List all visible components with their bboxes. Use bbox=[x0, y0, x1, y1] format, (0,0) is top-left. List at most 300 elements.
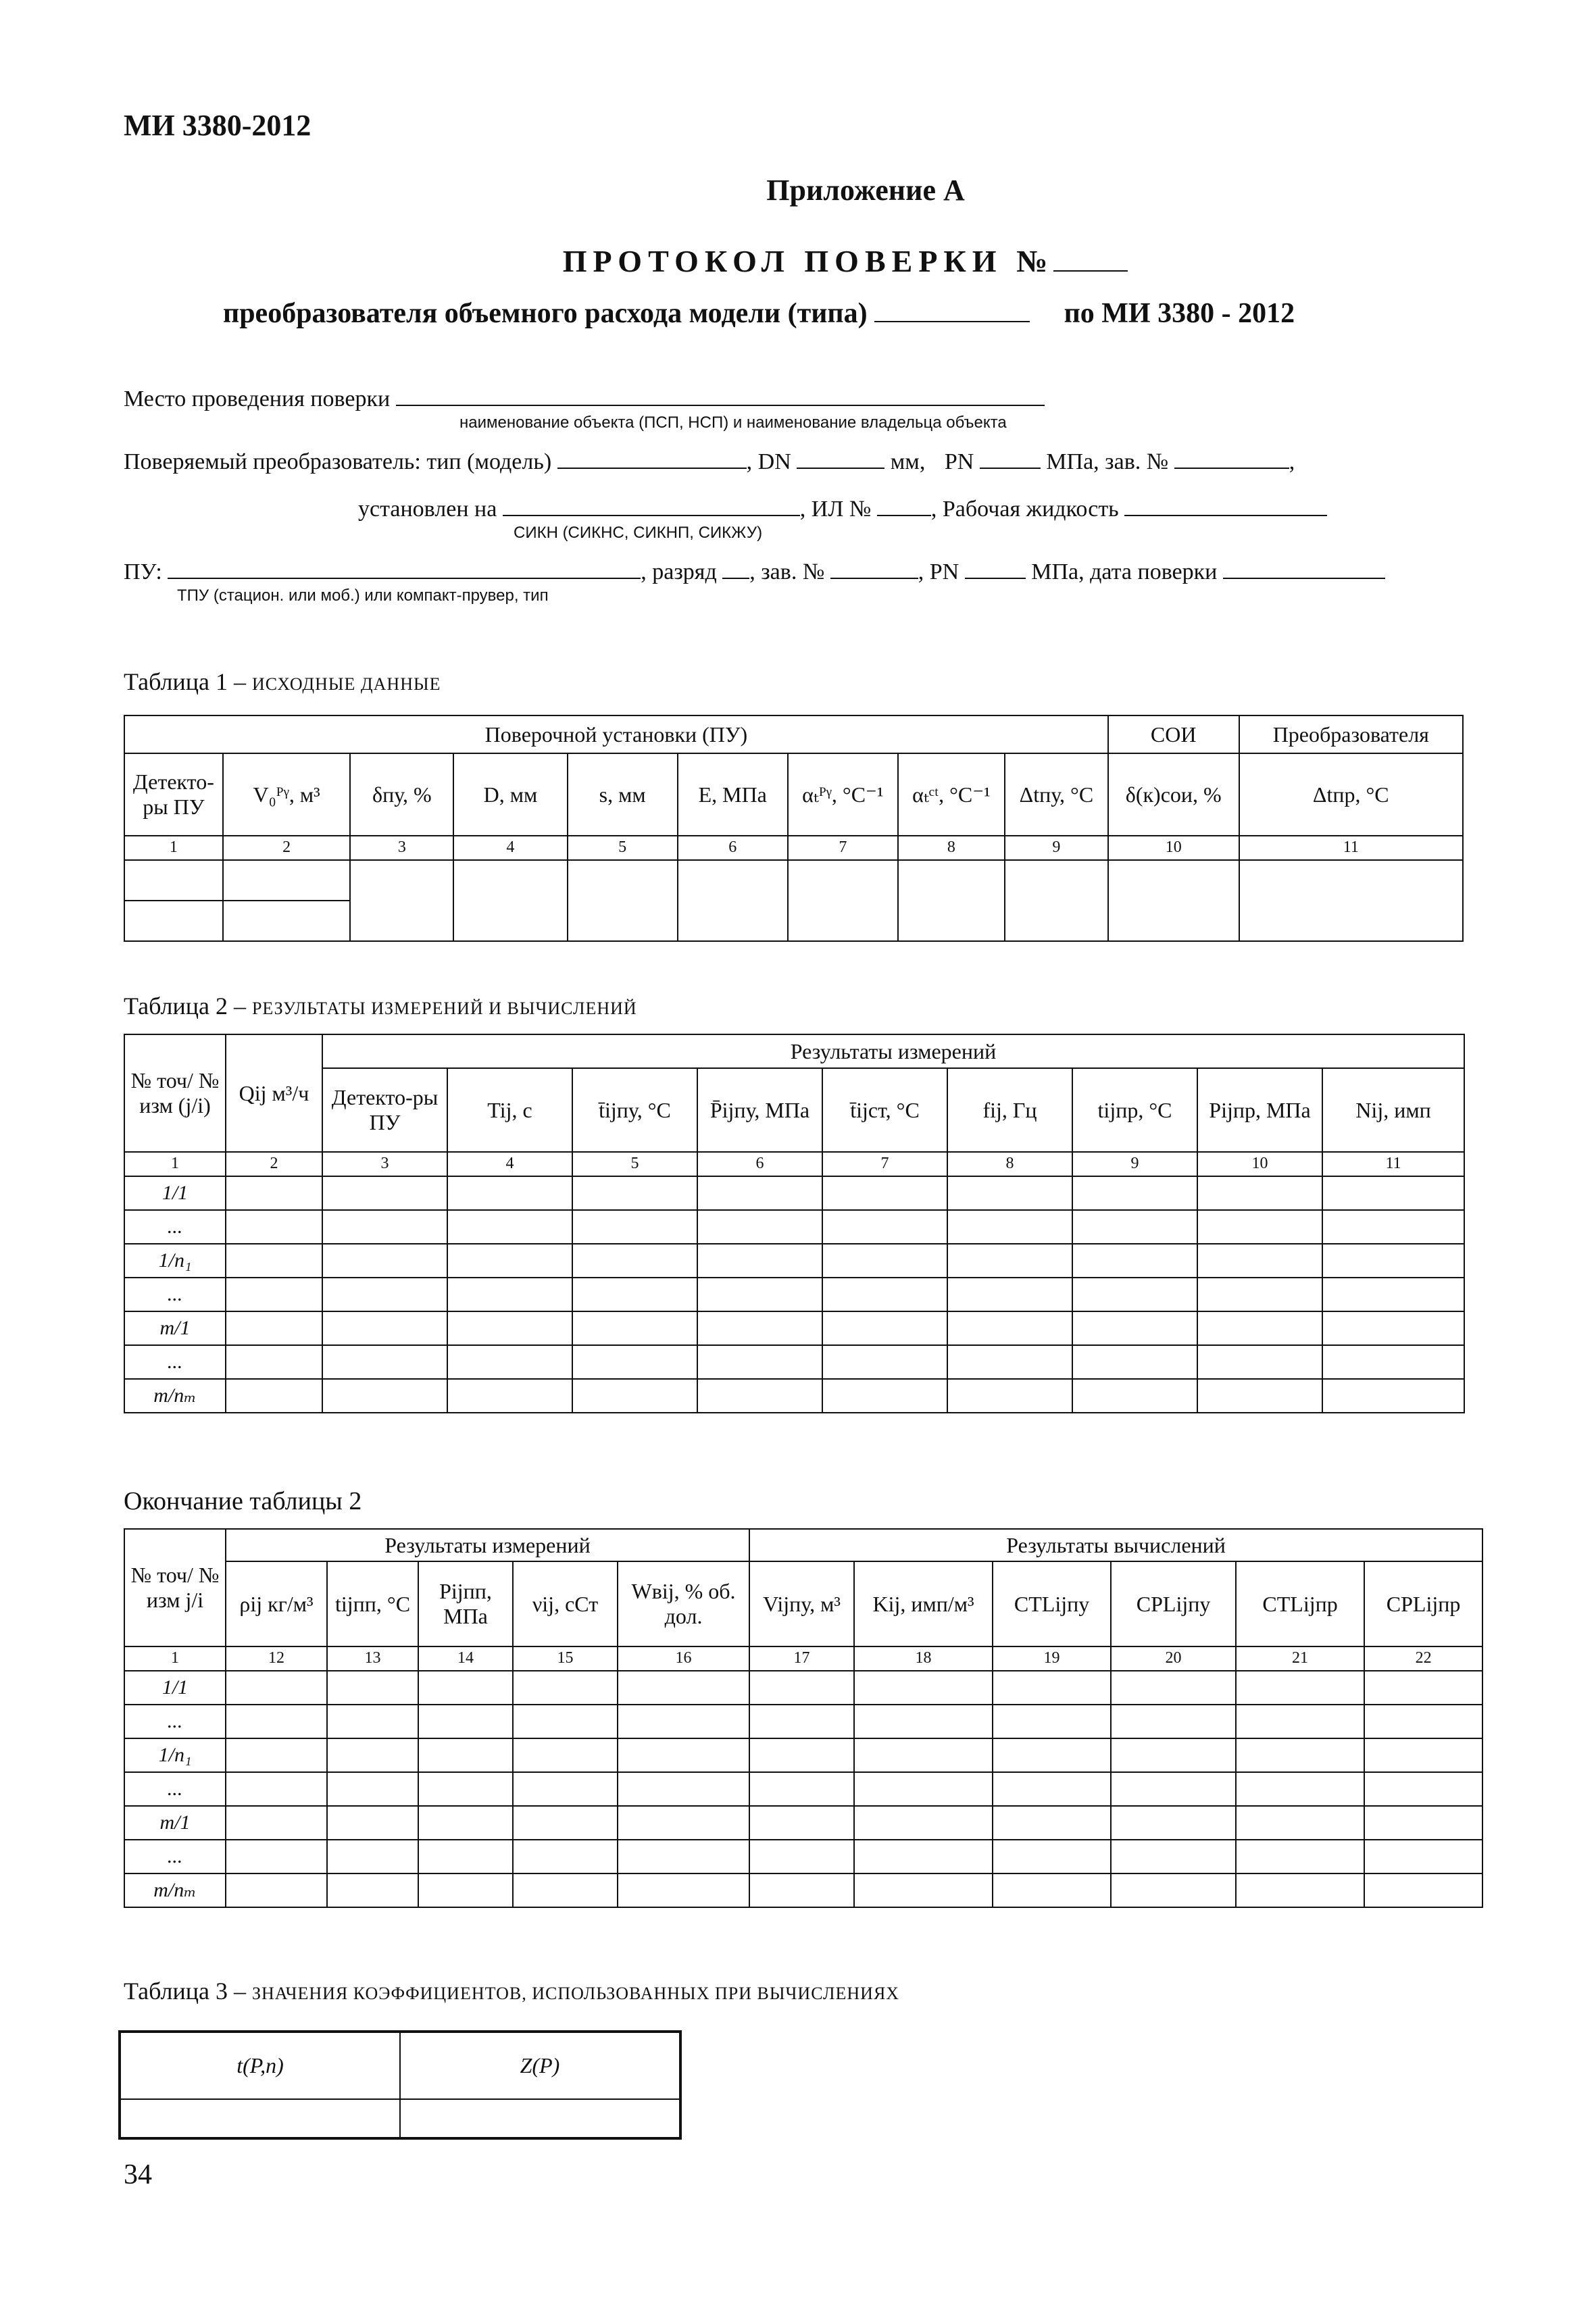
t1-cell[interactable] bbox=[350, 860, 453, 941]
t1-h1: Детекто-ры ПУ bbox=[124, 753, 223, 836]
table-row[interactable] bbox=[124, 1772, 1482, 1806]
t2-cell[interactable] bbox=[1322, 1311, 1464, 1345]
t2e-row-label: ... bbox=[124, 1840, 226, 1873]
t2-cell[interactable] bbox=[697, 1278, 822, 1311]
pu-pn-line bbox=[965, 578, 1026, 579]
t2e-cell[interactable] bbox=[618, 1873, 749, 1907]
pn-label: PN bbox=[944, 449, 974, 474]
t2-cell[interactable] bbox=[447, 1210, 572, 1244]
t2-cell[interactable] bbox=[1197, 1278, 1322, 1311]
t2e-cell[interactable] bbox=[226, 1840, 327, 1873]
t2e-cell[interactable] bbox=[993, 1738, 1111, 1772]
t2-cell[interactable] bbox=[572, 1379, 697, 1413]
t2e-cell[interactable] bbox=[513, 1772, 618, 1806]
t2e-cell[interactable] bbox=[854, 1840, 993, 1873]
t2e-cell[interactable] bbox=[1111, 1738, 1236, 1772]
t2e-n16: 16 bbox=[618, 1646, 749, 1671]
t2-h6: P̄ijпу, МПа bbox=[697, 1068, 822, 1152]
t2e-cell[interactable] bbox=[1236, 1738, 1364, 1772]
t2e-cell[interactable] bbox=[749, 1840, 854, 1873]
t2e-cell[interactable] bbox=[749, 1705, 854, 1738]
t2e-cell[interactable] bbox=[418, 1671, 513, 1705]
t2e-n12: 12 bbox=[226, 1646, 327, 1671]
t2-cell[interactable] bbox=[1072, 1345, 1197, 1379]
t2-cell[interactable] bbox=[226, 1244, 322, 1278]
t2e-h14: Pijпп, МПа bbox=[418, 1561, 513, 1646]
t1-cell[interactable] bbox=[223, 901, 351, 941]
t2-cell[interactable] bbox=[226, 1345, 322, 1379]
t2e-group-meas: Результаты измерений bbox=[226, 1529, 749, 1561]
t2-cell[interactable] bbox=[697, 1210, 822, 1244]
table-row[interactable] bbox=[124, 1840, 1482, 1873]
t2-cell[interactable] bbox=[322, 1244, 447, 1278]
t2e-cell[interactable] bbox=[1236, 1806, 1364, 1840]
t2e-n13: 13 bbox=[327, 1646, 418, 1671]
table-row[interactable] bbox=[124, 1806, 1482, 1840]
t2e-cell[interactable] bbox=[993, 1840, 1111, 1873]
t2e-cell[interactable] bbox=[418, 1806, 513, 1840]
t2e-cell[interactable] bbox=[513, 1738, 618, 1772]
rank-line bbox=[722, 578, 749, 579]
t2e-cell[interactable] bbox=[854, 1671, 993, 1705]
t2e-cell[interactable] bbox=[749, 1738, 854, 1772]
t2-cell[interactable] bbox=[1072, 1311, 1197, 1345]
pu-serial-line bbox=[830, 578, 918, 579]
t2-row-label: 1/1 bbox=[124, 1176, 226, 1210]
t2e-cell[interactable] bbox=[1236, 1873, 1364, 1907]
t2-cell[interactable] bbox=[697, 1176, 822, 1210]
t1-h2: V₀ᴾᵞ, м³ bbox=[223, 753, 351, 836]
t2e-cell[interactable] bbox=[749, 1671, 854, 1705]
t2-h7: t̄ijст, °C bbox=[822, 1068, 947, 1152]
t1-cell[interactable] bbox=[678, 860, 788, 941]
t2e-row-label: m/nₘ bbox=[124, 1873, 226, 1907]
t2e-h18: Kij, имп/м³ bbox=[854, 1561, 993, 1646]
t2e-n22: 22 bbox=[1364, 1646, 1482, 1671]
t2-n6: 6 bbox=[697, 1152, 822, 1176]
table-row[interactable] bbox=[120, 2099, 680, 2138]
t1-n5: 5 bbox=[568, 836, 678, 860]
t2-cell[interactable] bbox=[1322, 1345, 1464, 1379]
t2e-cell[interactable] bbox=[749, 1873, 854, 1907]
t2-cell[interactable] bbox=[1197, 1311, 1322, 1345]
t2-cell[interactable] bbox=[226, 1210, 322, 1244]
t2e-cell[interactable] bbox=[418, 1738, 513, 1772]
t1-n8: 8 bbox=[898, 836, 1005, 860]
t2-cell[interactable] bbox=[572, 1311, 697, 1345]
t2e-cell[interactable] bbox=[618, 1705, 749, 1738]
t2-cell[interactable] bbox=[226, 1311, 322, 1345]
t1-n10: 10 bbox=[1108, 836, 1239, 860]
t2e-cell[interactable] bbox=[1111, 1806, 1236, 1840]
t2e-n21: 21 bbox=[1236, 1646, 1364, 1671]
t2e-cell[interactable] bbox=[993, 1705, 1111, 1738]
t2-cell[interactable] bbox=[822, 1345, 947, 1379]
t1-n11: 11 bbox=[1239, 836, 1463, 860]
t2-cell[interactable] bbox=[822, 1210, 947, 1244]
dn-line bbox=[797, 468, 884, 469]
t2e-cell[interactable] bbox=[618, 1772, 749, 1806]
t2-cell[interactable] bbox=[572, 1244, 697, 1278]
t2-cell[interactable] bbox=[322, 1311, 447, 1345]
t2-cell[interactable] bbox=[1197, 1345, 1322, 1379]
mm-label: мм, bbox=[890, 449, 926, 474]
converter-type-line bbox=[557, 468, 747, 469]
t1-h10: δ(к)сои, % bbox=[1108, 753, 1239, 836]
place-row bbox=[124, 386, 1045, 412]
t2e-cell[interactable] bbox=[418, 1840, 513, 1873]
table3-caption-small: ЗНАЧЕНИЯ КОЭФФИЦИЕНТОВ, ИСПОЛЬЗОВАННЫХ ПРИ ВЫЧИСЛЕНИЯХ bbox=[251, 1984, 900, 2003]
t2-cell[interactable] bbox=[447, 1278, 572, 1311]
t2-cell[interactable] bbox=[697, 1244, 822, 1278]
t3-cell[interactable] bbox=[400, 2099, 680, 2138]
t2e-cell[interactable] bbox=[327, 1772, 418, 1806]
t2-col1: № точ/ № изм (j/i) bbox=[124, 1034, 226, 1152]
t2-n8: 8 bbox=[947, 1152, 1072, 1176]
t2-cell[interactable] bbox=[322, 1379, 447, 1413]
t2e-cell[interactable] bbox=[513, 1873, 618, 1907]
t2-cell[interactable] bbox=[1322, 1244, 1464, 1278]
t2e-cell[interactable] bbox=[327, 1806, 418, 1840]
t2e-cell[interactable] bbox=[1236, 1772, 1364, 1806]
t1-n9: 9 bbox=[1005, 836, 1108, 860]
t1-cell[interactable] bbox=[898, 860, 1005, 941]
t2e-cell[interactable] bbox=[1111, 1772, 1236, 1806]
table2-caption-main: Таблица 2 – bbox=[124, 992, 246, 1020]
t2-cell[interactable] bbox=[822, 1176, 947, 1210]
t2e-cell[interactable] bbox=[226, 1806, 327, 1840]
t2-cell[interactable] bbox=[947, 1210, 1072, 1244]
t2e-cell[interactable] bbox=[1364, 1873, 1482, 1907]
t2-colnum-row bbox=[124, 1152, 1464, 1176]
t2-n3: 3 bbox=[322, 1152, 447, 1176]
t2-cell[interactable] bbox=[1322, 1176, 1464, 1210]
t2e-row-label: 1/1 bbox=[124, 1671, 226, 1705]
table-row[interactable] bbox=[124, 1210, 1464, 1244]
protocol-number-line bbox=[1053, 270, 1128, 272]
t2-cell[interactable] bbox=[947, 1345, 1072, 1379]
t2-row-label: 1/n₁ bbox=[124, 1244, 226, 1278]
t2e-cell[interactable] bbox=[749, 1772, 854, 1806]
t2-cell[interactable] bbox=[322, 1210, 447, 1244]
t2-group: Результаты измерений bbox=[322, 1034, 1464, 1068]
t2e-cell[interactable] bbox=[854, 1806, 993, 1840]
t2-row-label: m/nₘ bbox=[124, 1379, 226, 1413]
t2-cell[interactable] bbox=[1072, 1244, 1197, 1278]
dn-label: DN bbox=[757, 449, 791, 474]
t2-n1: 1 bbox=[124, 1152, 226, 1176]
t2-cell[interactable] bbox=[226, 1176, 322, 1210]
t2-cell[interactable] bbox=[226, 1379, 322, 1413]
t2e-h16: Wвij, % об. дол. bbox=[618, 1561, 749, 1646]
t2-row-label: ... bbox=[124, 1345, 226, 1379]
t2e-n20: 20 bbox=[1111, 1646, 1236, 1671]
t2e-row-label: m/1 bbox=[124, 1806, 226, 1840]
verify-date-line bbox=[1223, 578, 1385, 579]
t3-cell[interactable] bbox=[120, 2099, 400, 2138]
t2-cell[interactable] bbox=[322, 1345, 447, 1379]
table2-end bbox=[124, 1528, 1483, 1908]
table1-caption bbox=[124, 668, 441, 696]
t2e-cell[interactable] bbox=[327, 1873, 418, 1907]
pn-line bbox=[980, 468, 1041, 469]
protocol-title bbox=[0, 243, 1596, 279]
table1-caption-main: Таблица 1 – bbox=[124, 668, 246, 695]
il-line bbox=[877, 515, 931, 516]
protocol-subtitle bbox=[223, 297, 1295, 330]
t2-cell[interactable] bbox=[572, 1278, 697, 1311]
protocol-title-text: ПРОТОКОЛ ПОВЕРКИ № bbox=[562, 244, 1054, 278]
t2e-cell[interactable] bbox=[226, 1873, 327, 1907]
t2e-cell[interactable] bbox=[1111, 1873, 1236, 1907]
t2e-h19: CTLijпу bbox=[993, 1561, 1111, 1646]
t2-cell[interactable] bbox=[1197, 1244, 1322, 1278]
t2-n9: 9 bbox=[1072, 1152, 1197, 1176]
t2e-cell[interactable] bbox=[618, 1671, 749, 1705]
t2-cell[interactable] bbox=[697, 1379, 822, 1413]
t1-h7: αₜᴾᵞ, °C⁻¹ bbox=[788, 753, 898, 836]
t1-h11: Δtпр, °C bbox=[1239, 753, 1463, 836]
t2-cell[interactable] bbox=[822, 1244, 947, 1278]
t1-cell[interactable] bbox=[1108, 860, 1239, 941]
table2end-caption: Окончание таблицы 2 bbox=[124, 1487, 362, 1515]
t2-cell[interactable] bbox=[322, 1176, 447, 1210]
t2e-cell[interactable] bbox=[226, 1671, 327, 1705]
t2e-cell[interactable] bbox=[993, 1806, 1111, 1840]
table-row[interactable] bbox=[124, 1705, 1482, 1738]
model-line bbox=[874, 321, 1030, 322]
t1-cell[interactable] bbox=[1239, 860, 1463, 941]
converter-label: Поверяемый преобразователь: тип (модель) bbox=[124, 449, 552, 474]
t2e-cell[interactable] bbox=[993, 1873, 1111, 1907]
t1-cell[interactable] bbox=[124, 901, 223, 941]
t1-n4: 4 bbox=[453, 836, 567, 860]
t2e-cell[interactable] bbox=[513, 1671, 618, 1705]
table2 bbox=[124, 1034, 1465, 1413]
t2-cell[interactable] bbox=[572, 1345, 697, 1379]
t2e-cell[interactable] bbox=[618, 1840, 749, 1873]
t1-colnum-row bbox=[124, 836, 1463, 860]
t2-cell[interactable] bbox=[1197, 1210, 1322, 1244]
pu-serial-label: зав. № bbox=[761, 559, 825, 584]
t2-cell[interactable] bbox=[1072, 1176, 1197, 1210]
t2e-cell[interactable] bbox=[1364, 1806, 1482, 1840]
t2-n11: 11 bbox=[1322, 1152, 1464, 1176]
table-row[interactable] bbox=[124, 1176, 1464, 1210]
t2-cell[interactable] bbox=[947, 1176, 1072, 1210]
t2-cell[interactable] bbox=[822, 1311, 947, 1345]
t2e-cell[interactable] bbox=[226, 1705, 327, 1738]
verify-date-label: дата поверки bbox=[1090, 559, 1218, 584]
table-row[interactable] bbox=[124, 1379, 1464, 1413]
place-line bbox=[396, 405, 1045, 406]
t2-cell[interactable] bbox=[1072, 1278, 1197, 1311]
t2-n10: 10 bbox=[1197, 1152, 1322, 1176]
table-row[interactable] bbox=[124, 1311, 1464, 1345]
table-row[interactable] bbox=[124, 1244, 1464, 1278]
t2e-col1: № точ/ № изм j/i bbox=[124, 1529, 226, 1646]
table2-caption bbox=[124, 992, 637, 1020]
t2e-row-label: ... bbox=[124, 1705, 226, 1738]
t2e-cell[interactable] bbox=[854, 1705, 993, 1738]
subtitle-right: по МИ 3380 - 2012 bbox=[1064, 298, 1295, 329]
t1-header-row bbox=[124, 753, 1463, 836]
t2e-cell[interactable] bbox=[1364, 1840, 1482, 1873]
t2e-cell[interactable] bbox=[1364, 1671, 1482, 1705]
table-row[interactable] bbox=[124, 1873, 1482, 1907]
t2e-h21: CTLijпр bbox=[1236, 1561, 1364, 1646]
t2e-n1: 1 bbox=[124, 1646, 226, 1671]
t2e-cell[interactable] bbox=[993, 1772, 1111, 1806]
t2-h5: t̄ijпу, °C bbox=[572, 1068, 697, 1152]
t1-blank-row[interactable] bbox=[124, 860, 1463, 901]
t2e-row-label: 1/n₁ bbox=[124, 1738, 226, 1772]
t2-row-label: ... bbox=[124, 1210, 226, 1244]
t2-cell[interactable] bbox=[1197, 1176, 1322, 1210]
t1-h3: δпу, % bbox=[350, 753, 453, 836]
t2e-cell[interactable] bbox=[327, 1705, 418, 1738]
t1-cell[interactable] bbox=[453, 860, 567, 941]
t2e-h13: tijпп, °C bbox=[327, 1561, 418, 1646]
t2e-h12: ρij кг/м³ bbox=[226, 1561, 327, 1646]
t2e-h22: CPLijпр bbox=[1364, 1561, 1482, 1646]
t2-cell[interactable] bbox=[447, 1176, 572, 1210]
t2e-cell[interactable] bbox=[226, 1738, 327, 1772]
t2-n4: 4 bbox=[447, 1152, 572, 1176]
table3-caption-main: Таблица 3 – bbox=[124, 1978, 246, 2005]
installed-label: установлен на bbox=[358, 497, 497, 522]
t2e-cell[interactable] bbox=[854, 1772, 993, 1806]
t2-cell[interactable] bbox=[572, 1210, 697, 1244]
t2e-cell[interactable] bbox=[854, 1873, 993, 1907]
t2e-cell[interactable] bbox=[1111, 1671, 1236, 1705]
t2e-group-calc: Результаты вычислений bbox=[749, 1529, 1482, 1561]
t2-col2: Qij м³/ч bbox=[226, 1034, 322, 1152]
t2-cell[interactable] bbox=[1072, 1379, 1197, 1413]
t1-n3: 3 bbox=[350, 836, 453, 860]
pu-label: ПУ: bbox=[124, 559, 162, 584]
t2-h4: Tij, с bbox=[447, 1068, 572, 1152]
t2-cell[interactable] bbox=[1197, 1379, 1322, 1413]
t2-cell[interactable] bbox=[697, 1311, 822, 1345]
t2-cell[interactable] bbox=[947, 1278, 1072, 1311]
fluid-label: Рабочая жидкость bbox=[942, 497, 1119, 522]
t1-h6: E, МПа bbox=[678, 753, 788, 836]
pu-pn-label: PN bbox=[929, 559, 959, 584]
t2-h8: fij, Гц bbox=[947, 1068, 1072, 1152]
t2-h11: Nij, имп bbox=[1322, 1068, 1464, 1152]
t2e-cell[interactable] bbox=[418, 1873, 513, 1907]
t2-h3: Детекто-ры ПУ bbox=[322, 1068, 447, 1152]
mpa-label: МПа, bbox=[1046, 449, 1099, 474]
t2-cell[interactable] bbox=[822, 1379, 947, 1413]
t2e-cell[interactable] bbox=[1111, 1705, 1236, 1738]
table-row[interactable] bbox=[124, 1738, 1482, 1772]
t1-cell[interactable] bbox=[1005, 860, 1108, 941]
t2e-cell[interactable] bbox=[418, 1705, 513, 1738]
t2-cell[interactable] bbox=[1322, 1278, 1464, 1311]
t2-cell[interactable] bbox=[226, 1278, 322, 1311]
place-caption: наименование объекта (ПСП, НСП) и наименование владельца объекта bbox=[459, 413, 1007, 432]
t2e-cell[interactable] bbox=[993, 1671, 1111, 1705]
t1-n7: 7 bbox=[788, 836, 898, 860]
t2e-colnum-row bbox=[124, 1646, 1482, 1671]
t2e-n18: 18 bbox=[854, 1646, 993, 1671]
table3 bbox=[118, 2030, 682, 2140]
t2-cell[interactable] bbox=[447, 1345, 572, 1379]
document-code: МИ 3380-2012 bbox=[124, 109, 311, 142]
t1-cell[interactable] bbox=[223, 860, 351, 901]
table3-caption bbox=[124, 1977, 899, 2005]
t2-cell[interactable] bbox=[822, 1278, 947, 1311]
t2-cell[interactable] bbox=[322, 1278, 447, 1311]
table-row[interactable] bbox=[124, 1345, 1464, 1379]
t2e-cell[interactable] bbox=[327, 1738, 418, 1772]
t2e-h20: CPLijпу bbox=[1111, 1561, 1236, 1646]
t2-cell[interactable] bbox=[572, 1176, 697, 1210]
t2e-cell[interactable] bbox=[1364, 1772, 1482, 1806]
t2e-cell[interactable] bbox=[226, 1772, 327, 1806]
t2-cell[interactable] bbox=[947, 1311, 1072, 1345]
t1-cell[interactable] bbox=[568, 860, 678, 941]
t2-cell[interactable] bbox=[947, 1379, 1072, 1413]
t2-cell[interactable] bbox=[1072, 1210, 1197, 1244]
t2e-cell[interactable] bbox=[513, 1840, 618, 1873]
t3-h1: t(P,n) bbox=[120, 2032, 400, 2099]
table-row[interactable] bbox=[124, 1278, 1464, 1311]
t2-cell[interactable] bbox=[447, 1379, 572, 1413]
table-row[interactable] bbox=[124, 1671, 1482, 1705]
subtitle-left: преобразователя объемного расхода модели (типа) bbox=[223, 298, 868, 329]
t1-h8: αₜᶜᵗ, °C⁻¹ bbox=[898, 753, 1005, 836]
t1-cell[interactable] bbox=[788, 860, 898, 941]
t2e-cell[interactable] bbox=[1236, 1705, 1364, 1738]
pu-type-line bbox=[168, 578, 641, 579]
t2e-cell[interactable] bbox=[1111, 1840, 1236, 1873]
t2e-cell[interactable] bbox=[327, 1671, 418, 1705]
t2-cell[interactable] bbox=[447, 1244, 572, 1278]
fluid-line bbox=[1124, 515, 1327, 516]
t2e-cell[interactable] bbox=[749, 1806, 854, 1840]
t2-header-row bbox=[124, 1068, 1464, 1152]
t2e-cell[interactable] bbox=[1364, 1705, 1482, 1738]
t2e-cell[interactable] bbox=[1236, 1671, 1364, 1705]
t2-cell[interactable] bbox=[697, 1345, 822, 1379]
rank-label: разряд bbox=[652, 559, 717, 584]
installed-row: установлен на , ИЛ № , Рабочая жидкость bbox=[358, 497, 1327, 522]
t2e-cell[interactable] bbox=[1364, 1738, 1482, 1772]
t2e-n15: 15 bbox=[513, 1646, 618, 1671]
t3-h2: Z(P) bbox=[400, 2032, 680, 2099]
t2e-h15: νij, сСт bbox=[513, 1561, 618, 1646]
t2-n7: 7 bbox=[822, 1152, 947, 1176]
t2-cell[interactable] bbox=[447, 1311, 572, 1345]
t2e-cell[interactable] bbox=[513, 1806, 618, 1840]
table1 bbox=[124, 715, 1464, 942]
t2-cell[interactable] bbox=[1322, 1210, 1464, 1244]
t2-cell[interactable] bbox=[1322, 1379, 1464, 1413]
t2e-cell[interactable] bbox=[327, 1840, 418, 1873]
t1-cell[interactable] bbox=[124, 860, 223, 901]
t2e-cell[interactable] bbox=[418, 1772, 513, 1806]
t2e-cell[interactable] bbox=[513, 1705, 618, 1738]
t1-group-conv: Преобразователя bbox=[1239, 715, 1463, 753]
t2e-cell[interactable] bbox=[618, 1738, 749, 1772]
t2-cell[interactable] bbox=[947, 1244, 1072, 1278]
t2e-cell[interactable] bbox=[854, 1738, 993, 1772]
t2e-cell[interactable] bbox=[1236, 1840, 1364, 1873]
t2e-cell[interactable] bbox=[618, 1806, 749, 1840]
